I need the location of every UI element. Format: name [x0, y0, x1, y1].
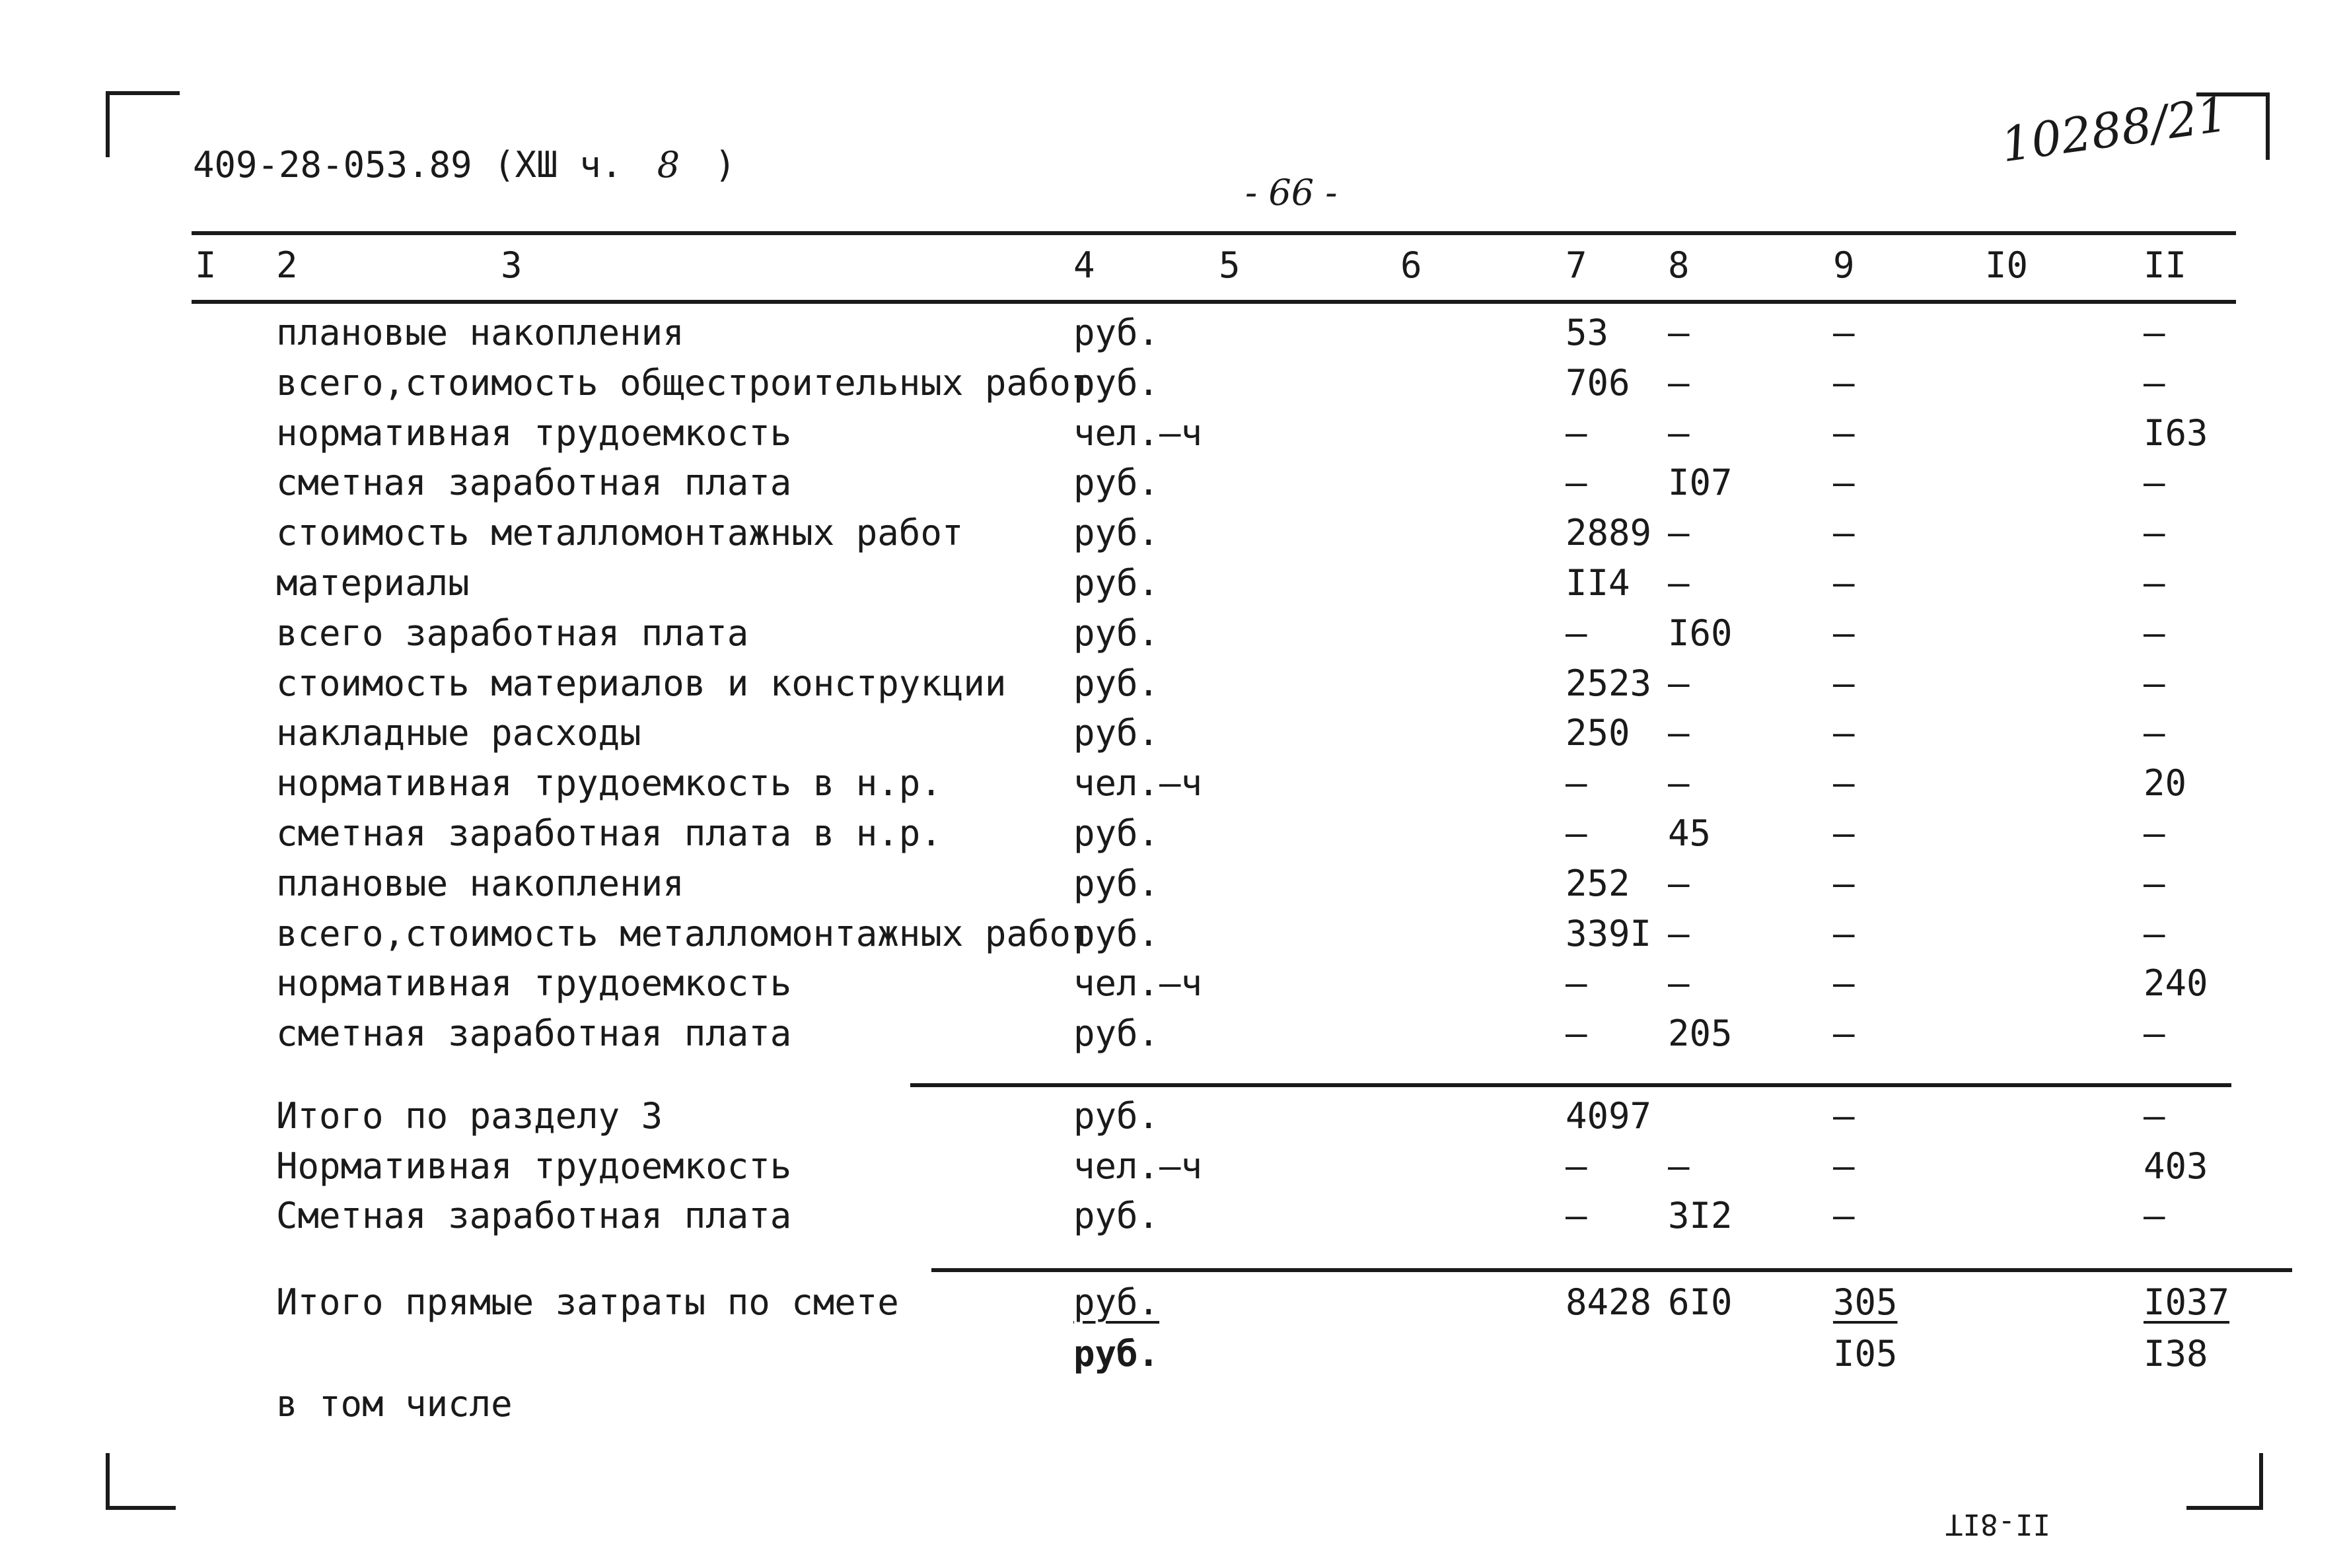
table-row-col7: – [1566, 462, 1587, 504]
table-row-col11: – [2144, 712, 2165, 754]
column-header-1: I [195, 244, 217, 286]
document-code [193, 145, 736, 185]
direct-total-row-item-name: Итого прямые затраты по смете [276, 1281, 899, 1323]
table-row-item-name: всего,стоимость общестроительных работ [276, 361, 1093, 404]
section-total-rule [910, 1083, 2231, 1087]
table-row-col8: – [1668, 712, 1690, 754]
table-row-col8: – [1668, 862, 1690, 904]
table-row-item-name: материалы [276, 562, 470, 604]
table-row-unit: руб. [1073, 512, 1160, 554]
table-row-col7: – [1566, 411, 1587, 454]
direct-total-row-col9: 305 [1833, 1281, 1898, 1323]
column-header-5: 5 [1219, 244, 1241, 286]
bottom-code [1945, 1507, 2050, 1540]
table-row-col11: 20 [2144, 762, 2187, 804]
section-total-row-col8: – [1668, 1145, 1690, 1187]
column-header-11: II [2144, 244, 2187, 286]
column-header-10: I0 [1985, 244, 2029, 286]
table-row-col9: – [1833, 462, 1855, 504]
table-row-col11: – [2144, 312, 2165, 353]
table-row-col9: – [1833, 862, 1855, 904]
section-total-row-item-name: Сметная заработная плата [276, 1195, 792, 1236]
direct-total-sub-unit: руб. [1073, 1333, 1160, 1374]
table-row-col11: – [2144, 812, 2165, 854]
table-row-col8: – [1668, 912, 1690, 954]
table-top-rule [192, 231, 2236, 235]
table-row-col11: – [2144, 462, 2165, 504]
table-row-unit: руб. [1073, 612, 1160, 654]
section-total-row-col9: – [1833, 1095, 1855, 1137]
table-row-unit: чел.–ч [1073, 962, 1203, 1005]
section-total-row-col7: 4097 [1566, 1095, 1652, 1137]
section-total-row-col9: – [1833, 1145, 1855, 1187]
table-row-item-name: нормативная трудоемкость в н.р. [276, 762, 942, 804]
table-row-col8: I07 [1668, 462, 1733, 504]
table-row-unit: чел.–ч [1073, 411, 1203, 454]
table-row-item-name: стоимость металломонтажных работ [276, 512, 964, 554]
table-row-col11: – [2144, 1013, 2165, 1055]
table-row-unit: руб. [1073, 862, 1160, 904]
table-row-col8: 45 [1668, 812, 1712, 854]
handwritten-stamp: 10288/21 [1998, 86, 2231, 173]
table-row-col8: – [1668, 361, 1690, 404]
table-row-col9: – [1833, 1013, 1855, 1055]
table-row-item-name: всего,стоимость металломонтажных работ [276, 912, 1093, 954]
direct-total-row-col11: I037 [2144, 1281, 2230, 1323]
direct-total-row-unit: руб. [1073, 1281, 1160, 1323]
table-row-col7: – [1566, 962, 1587, 1005]
table-row-col8: – [1668, 312, 1690, 353]
table-row-col9: – [1833, 662, 1855, 704]
bottom-code-text: II-8IT [1945, 1507, 2050, 1541]
section-total-row-item-name: Итого по разделу 3 [276, 1095, 663, 1137]
table-row-col11: – [2144, 562, 2165, 604]
table-row-col8: – [1668, 762, 1690, 804]
column-header-2: 2 [276, 244, 298, 286]
column-header-4: 4 [1073, 244, 1095, 286]
direct-total-sub-col11: I38 [2144, 1333, 2208, 1374]
section-total-row-item-name: Нормативная трудоемкость [276, 1145, 792, 1187]
corner-bracket-bottom-left [106, 1453, 176, 1510]
table-row-col8: – [1668, 512, 1690, 554]
corner-bracket-bottom-right [2186, 1453, 2263, 1510]
table-row-col11: – [2144, 361, 2165, 404]
direct-total-row-col7: 8428 [1566, 1281, 1652, 1323]
table-row-col7: – [1566, 812, 1587, 854]
table-row-unit: чел.–ч [1073, 762, 1203, 804]
section-total-row-col11: – [2144, 1195, 2165, 1236]
table-row-item-name: накладные расходы [276, 712, 641, 754]
corner-bracket-top-left [106, 91, 180, 157]
table-row-col7: – [1566, 762, 1587, 804]
table-row-item-name: стоимость материалов и конструкции [276, 662, 1007, 704]
column-header-8: 8 [1668, 244, 1690, 286]
table-row-unit: руб. [1073, 462, 1160, 504]
table-row-col9: – [1833, 912, 1855, 954]
table-row-unit: руб. [1073, 562, 1160, 604]
table-row-col9: – [1833, 762, 1855, 804]
table-row-col7: 706 [1566, 361, 1630, 404]
table-row-col9: – [1833, 562, 1855, 604]
table-header-rule [192, 300, 2236, 304]
table-row-col11: I63 [2144, 411, 2208, 454]
table-row-item-name: сметная заработная плата [276, 462, 792, 504]
table-row-col9: – [1833, 962, 1855, 1005]
table-row-col8: – [1668, 562, 1690, 604]
table-row-col9: – [1833, 612, 1855, 654]
section-total-row-col8: 3I2 [1668, 1195, 1733, 1236]
table-row-col8: I60 [1668, 612, 1733, 654]
table-row-col9: – [1833, 812, 1855, 854]
table-row-col8: – [1668, 662, 1690, 704]
section-total-row-col7: – [1566, 1195, 1587, 1236]
table-row-col7: 250 [1566, 712, 1630, 754]
table-row-col7: – [1566, 1013, 1587, 1055]
table-row-col11: – [2144, 862, 2165, 904]
table-row-unit: руб. [1073, 712, 1160, 754]
table-row-col11: 240 [2144, 962, 2208, 1005]
table-row-item-name: плановые накопления [276, 862, 684, 904]
section-total-row-col11: – [2144, 1095, 2165, 1137]
table-row-unit: руб. [1073, 912, 1160, 954]
table-row-col7: 2523 [1566, 662, 1652, 704]
table-row-col9: – [1833, 312, 1855, 353]
table-row-unit: руб. [1073, 662, 1160, 704]
table-row-col9: – [1833, 712, 1855, 754]
section-total-row-col11: 403 [2144, 1145, 2208, 1187]
table-row-col7: 2889 [1566, 512, 1652, 554]
page-number: - 66 - [1245, 172, 1338, 213]
section-total-row-unit: чел.–ч [1073, 1145, 1203, 1187]
column-header-9: 9 [1833, 244, 1855, 286]
table-row-col8: – [1668, 411, 1690, 454]
section-total-row-unit: руб. [1073, 1195, 1160, 1236]
column-header-6: 6 [1400, 244, 1422, 286]
section-total-row-col9: – [1833, 1195, 1855, 1236]
direct-total-rule [931, 1268, 2292, 1272]
table-row-col11: – [2144, 912, 2165, 954]
table-row-col7: – [1566, 612, 1587, 654]
table-row-col11: – [2144, 612, 2165, 654]
direct-total-sub-col9: I05 [1833, 1333, 1898, 1374]
table-row-item-name: нормативная трудоемкость [276, 962, 792, 1005]
table-row-col11: – [2144, 512, 2165, 554]
footer-text: в том числе [276, 1383, 513, 1425]
table-row-item-name: сметная заработная плата [276, 1013, 792, 1055]
table-row-col9: – [1833, 512, 1855, 554]
table-row-item-name: плановые накопления [276, 312, 684, 353]
table-row-unit: руб. [1073, 361, 1160, 404]
table-row-col7: 252 [1566, 862, 1630, 904]
document-part-handwritten: 8 [657, 144, 680, 186]
table-row-col9: – [1833, 361, 1855, 404]
table-row-unit: руб. [1073, 1013, 1160, 1055]
table-row-col8: 205 [1668, 1013, 1733, 1055]
table-row-unit: руб. [1073, 312, 1160, 353]
table-row-col7: 53 [1566, 312, 1609, 353]
table-row-col8: – [1668, 962, 1690, 1005]
section-total-row-col7: – [1566, 1145, 1587, 1187]
table-row-col7: II4 [1566, 562, 1630, 604]
section-total-row-unit: руб. [1073, 1095, 1160, 1137]
table-row-item-name: всего заработная плата [276, 612, 749, 654]
document-code-text: 409-28-053.89 (XШ ч. [193, 144, 623, 186]
table-row-col11: – [2144, 662, 2165, 704]
table-row-col7: 339I [1566, 912, 1652, 954]
column-header-3: 3 [501, 244, 523, 286]
table-row-unit: руб. [1073, 812, 1160, 854]
direct-total-row-col8: 6I0 [1668, 1281, 1733, 1323]
table-row-item-name: нормативная трудоемкость [276, 411, 792, 454]
column-header-7: 7 [1566, 244, 1587, 286]
table-row-col9: – [1833, 411, 1855, 454]
table-row-item-name: сметная заработная плата в н.р. [276, 812, 942, 854]
document-code-close: ) [714, 144, 737, 186]
